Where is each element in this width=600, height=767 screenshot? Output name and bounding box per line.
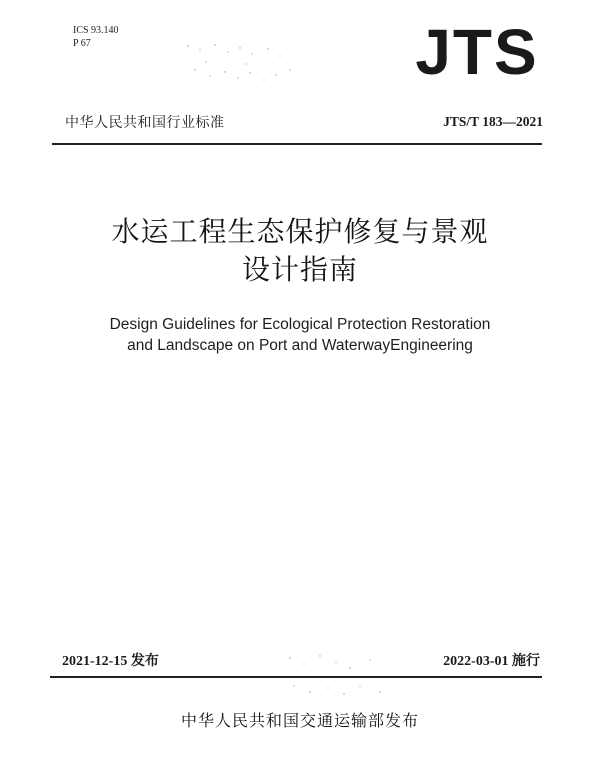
date-row (62, 650, 540, 670)
jts-logo-text: JTS (415, 20, 539, 80)
bottom-divider (50, 676, 542, 678)
standard-number: JTS/T 183—2021 (443, 114, 543, 129)
standard-type: 中华人民共和国行业标准 (65, 115, 225, 131)
ccs-code: P 67 (73, 38, 91, 49)
jts-logo (410, 20, 545, 80)
top-divider (52, 143, 542, 145)
classification-codes (73, 24, 119, 50)
ics-code: ICS 93.140 (73, 25, 119, 36)
implementation-date: 2022-03-01 施行 (443, 654, 540, 669)
header-row (65, 112, 543, 134)
english-title (0, 314, 600, 356)
english-title-line-1: Design Guidelines for Ecological Protection Restoration (109, 316, 491, 333)
chinese-title (0, 213, 600, 289)
issue-date: 2021-12-15 发布 (62, 654, 159, 669)
chinese-title-line-1: 水运工程生态保护修复与景观 (111, 215, 489, 248)
chinese-title-line-2: 设计指南 (241, 253, 358, 286)
publisher: 中华人民共和国交通运输部发布 (180, 711, 419, 730)
english-title-line-2: and Landscape on Port and WaterwayEngineering (127, 337, 473, 354)
scan-noise (180, 40, 300, 85)
